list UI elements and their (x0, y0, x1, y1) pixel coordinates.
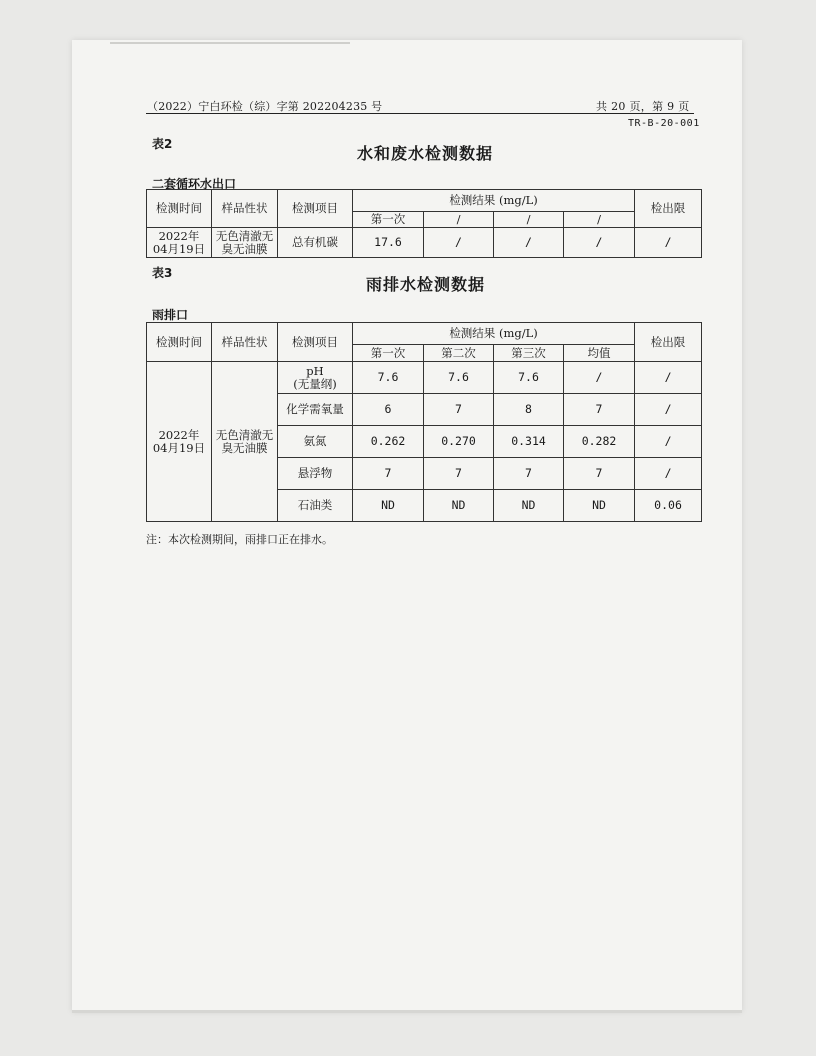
col-header-slash: / (424, 212, 494, 228)
cell-limit: 0.06 (635, 490, 702, 522)
cell-value: 17.6 (353, 228, 424, 258)
cell-sample: 无色清澈无 臭无油膜 (212, 228, 278, 258)
cell-value: 7.6 (353, 362, 424, 394)
cell-value: 0.270 (424, 426, 494, 458)
document-code: TR-B-20-001 (628, 118, 700, 129)
table3 (146, 322, 702, 522)
table2-location: 二套循环水出口 (152, 177, 237, 191)
cell-limit: / (635, 228, 702, 258)
cell-value: / (564, 362, 635, 394)
cell-item: 石油类 (278, 490, 353, 522)
cell-value: ND (353, 490, 424, 522)
cell-value: ND (494, 490, 564, 522)
table-row (147, 228, 702, 258)
cell-limit: / (635, 394, 702, 426)
col-header-results: 检测结果 (mg/L) (353, 190, 635, 212)
col-header-run1: 第一次 (353, 212, 424, 228)
cell-item: 悬浮物 (278, 458, 353, 490)
col-header-limit: 检出限 (635, 323, 702, 362)
cell-value: 7 (424, 394, 494, 426)
cell-value: / (494, 228, 564, 258)
cell-date: 2022年 04月19日 (147, 228, 212, 258)
cell-value: 0.282 (564, 426, 635, 458)
col-header-limit: 检出限 (635, 190, 702, 228)
col-header-results: 检测结果 (mg/L) (353, 323, 635, 345)
table-row (147, 362, 702, 394)
col-header-run3: 第三次 (494, 345, 564, 362)
cell-sample: 无色清澈无 臭无油膜 (212, 362, 278, 522)
cell-value: 7.6 (424, 362, 494, 394)
cell-value: 7 (494, 458, 564, 490)
cell-value: / (564, 228, 635, 258)
page-info: 共 20 页，第 9 页 (596, 100, 690, 113)
cell-date: 2022年 04月19日 (147, 362, 212, 522)
cell-limit: / (635, 458, 702, 490)
col-header-time: 检测时间 (147, 323, 212, 362)
footnote: 注：本次检测期间，雨排口正在排水。 (146, 533, 333, 546)
cell-value: 7 (564, 458, 635, 490)
cell-value: / (424, 228, 494, 258)
cell-item: 总有机碳 (278, 228, 353, 258)
cell-value: 7 (564, 394, 635, 426)
col-header-slash: / (564, 212, 635, 228)
cell-value: 8 (494, 394, 564, 426)
table2 (146, 189, 702, 258)
col-header-item: 检测项目 (278, 190, 353, 228)
cell-limit: / (635, 362, 702, 394)
col-header-sample: 样品性状 (212, 323, 278, 362)
cell-value: 0.314 (494, 426, 564, 458)
cell-limit: / (635, 426, 702, 458)
scan-bottom-edge (72, 1010, 742, 1013)
cell-value: ND (564, 490, 635, 522)
scan-edge-line (110, 42, 350, 44)
cell-value: ND (424, 490, 494, 522)
cell-item: 氨氮 (278, 426, 353, 458)
header-divider (146, 113, 694, 114)
table2-title: 水和废水检测数据 (357, 144, 494, 163)
col-header-item: 检测项目 (278, 323, 353, 362)
report-number: （2022）宁白环检（综）字第 202204235 号 (147, 100, 383, 113)
col-header-sample: 样品性状 (212, 190, 278, 228)
cell-value: 7 (353, 458, 424, 490)
cell-value: 6 (353, 394, 424, 426)
cell-value: 7 (424, 458, 494, 490)
col-header-avg: 均值 (564, 345, 635, 362)
table3-number: 表3 (152, 266, 173, 280)
cell-value: 7.6 (494, 362, 564, 394)
cell-value: 0.262 (353, 426, 424, 458)
col-header-run2: 第二次 (424, 345, 494, 362)
col-header-time: 检测时间 (147, 190, 212, 228)
table3-title: 雨排水检测数据 (366, 275, 486, 294)
col-header-run1: 第一次 (353, 345, 424, 362)
col-header-slash: / (494, 212, 564, 228)
cell-item: 化学需氧量 (278, 394, 353, 426)
table2-number: 表2 (152, 137, 173, 151)
table3-location: 雨排口 (152, 308, 189, 322)
cell-item: pH (无量纲) (278, 362, 353, 394)
